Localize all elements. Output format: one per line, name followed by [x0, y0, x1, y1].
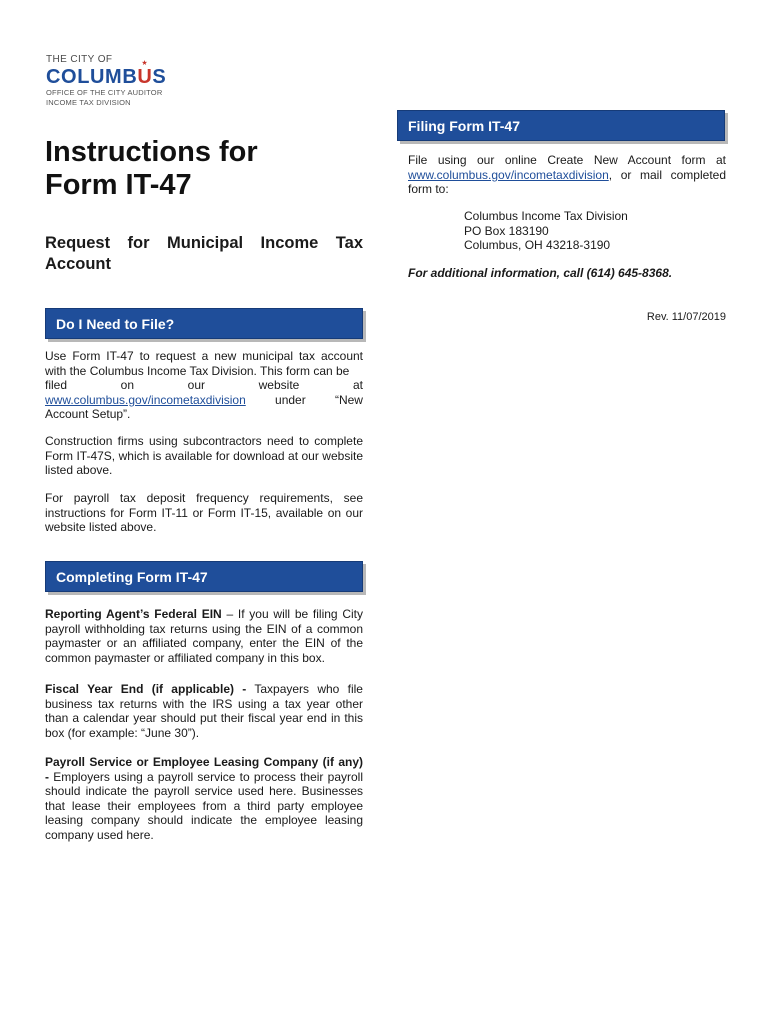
- section-header-need-to-file: Do I Need to File?: [45, 308, 363, 339]
- address-line1: Columbus Income Tax Division: [464, 209, 628, 223]
- ein-label: Reporting Agent’s Federal EIN: [45, 607, 222, 621]
- need-p1-end: Account Setup”.: [45, 407, 131, 422]
- need-p1-word: on: [120, 378, 135, 393]
- logo-line-office: OFFICE OF THE CITY AUDITOR: [46, 88, 163, 97]
- need-p1-spread-line: [45, 378, 363, 393]
- need-paragraph-1: [45, 349, 363, 422]
- need-p1-word: under: [275, 392, 306, 407]
- filing-instructions: [408, 153, 726, 197]
- need-p1-word: our: [187, 378, 205, 393]
- revision-date: Rev. 11/07/2019: [646, 311, 726, 323]
- need-p2-text: Construction firms using subcontractors need to complete Form IT-47S, which is available for download at our website listed above.: [45, 434, 363, 478]
- need-p1-text: Use Form IT-47 to request a new municipal tax account with the Columbus Income Tax Division. This form can be: [45, 349, 363, 378]
- logo-wordmark-part-a: COLUMB: [46, 66, 138, 88]
- address-line2: PO Box 183190: [464, 223, 549, 238]
- completing-paragraph-ein: [45, 607, 363, 665]
- section-header-completing: Completing Form IT-47: [45, 561, 363, 592]
- logo-line-city-of: THE CITY OF: [46, 54, 113, 65]
- payroll-service-text: Employers using a payroll service to process their payroll should indicate the payroll service used here. Businesses that lease their employees from a third party employee leasing company should indicate the employee leasing company used here.: [45, 769, 363, 842]
- page-subtitle: Request for Municipal Income Tax Account: [45, 234, 363, 273]
- star-icon: ★: [141, 60, 149, 67]
- fiscal-year-text: Taxpayers who file business tax returns with the IRS using a tax year other than a calendar year should put their fiscal year end in this box (for example: “June 30”).: [45, 682, 363, 740]
- logo-wordmark: [46, 60, 186, 88]
- need-p1-word: at: [352, 378, 363, 393]
- need-paragraph-3: [45, 491, 363, 535]
- page-title: [45, 136, 375, 202]
- additional-info: For additional information, call (614) 645-8368.: [408, 266, 673, 280]
- logo-wordmark-u-letter: U: [137, 66, 153, 88]
- fiscal-year-label: Fiscal Year End (if applicable) -: [45, 682, 247, 696]
- page-title-line1: Instructions for: [45, 136, 258, 168]
- need-p1-word: filed: [45, 378, 68, 393]
- completing-paragraph-payroll-service: [45, 755, 363, 843]
- page-title-line2: Form IT-47: [45, 169, 192, 201]
- address-line3: Columbus, OH 43218-3190: [464, 238, 611, 253]
- city-logo: [46, 54, 186, 108]
- need-p1-word: “New: [334, 392, 363, 407]
- ein-text: – If you will be filing City payroll withholding tax returns using the EIN of a common paymaster or an affiliated company, enter the EIN of the common paymaster or affiliated company in this box.: [45, 607, 364, 665]
- logo-line-division: INCOME TAX DIVISION: [46, 98, 131, 107]
- filing-text-after-link: , or mail completed form to:: [408, 167, 726, 197]
- logo-wordmark-part-b: S: [152, 66, 167, 88]
- section-header-filing: Filing Form IT-47: [397, 110, 725, 141]
- filing-website-link[interactable]: www.columbus.gov/incometaxdivision: [408, 167, 609, 182]
- completing-paragraph-fiscal-year: [45, 682, 363, 740]
- need-p1-word: website: [258, 378, 300, 393]
- need-p3-text: For payroll tax deposit frequency requirements, see instructions for Form IT-11 or Form IT-15, available on our website listed above.: [45, 491, 363, 535]
- need-p1-link-line: [45, 393, 363, 408]
- need-website-link[interactable]: www.columbus.gov/incometaxdivision: [45, 392, 246, 407]
- need-paragraph-2: [45, 434, 363, 478]
- filing-text-line1: File using our online Create New Account form at: [408, 153, 726, 167]
- logo-wordmark-u: [137, 60, 153, 88]
- mailing-address: [464, 209, 724, 253]
- payroll-service-label: Payroll Service or Employee Leasing Company (if any) -: [45, 755, 363, 784]
